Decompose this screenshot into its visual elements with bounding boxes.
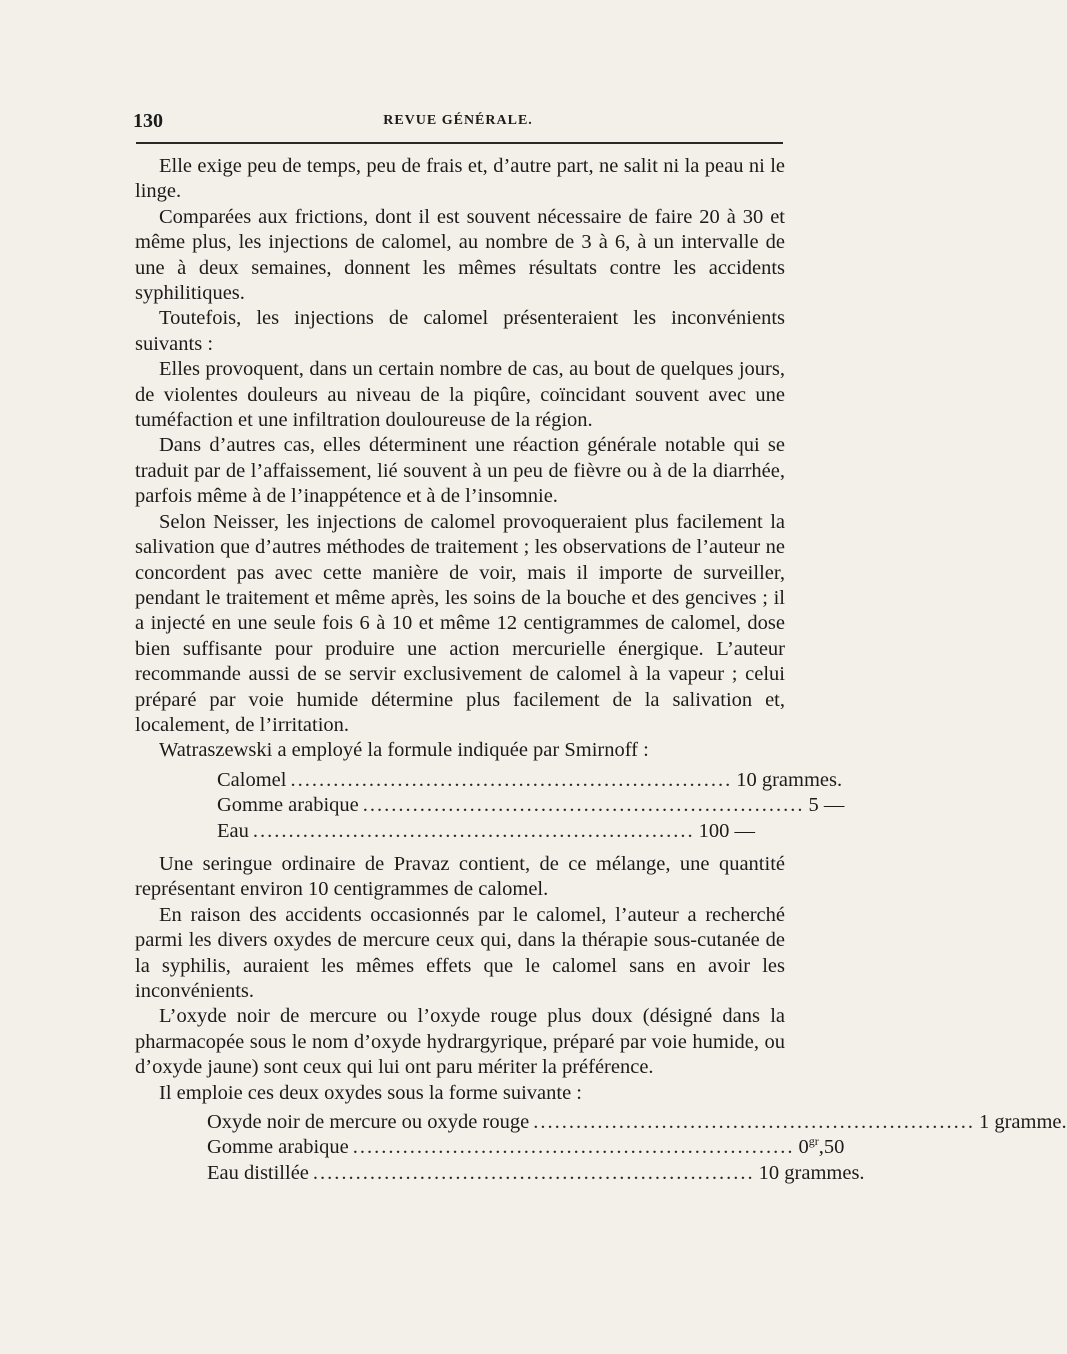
ingredient-name: Gomme arabique — [207, 1136, 349, 1159]
ingredient-quantity: 5 — — [808, 794, 845, 817]
ingredient-quantity: 10 grammes. — [736, 768, 843, 791]
ingredient-name: Eau distillée — [207, 1161, 309, 1184]
formula-row — [207, 1110, 1067, 1135]
dot-leader: .............................................................. — [533, 1110, 975, 1133]
body-text — [135, 154, 1067, 1194]
paragraph: Elles provoquent, dans un certain nombre de cas, au bout de quelques jours, de violentes douleurs au niveau de la piqûre, coïncidant souvent avec une tuméfaction et une infiltration douloureuse de la région. — [135, 358, 785, 432]
formula-row — [217, 793, 845, 818]
formula-row — [207, 1161, 865, 1186]
formula-row — [217, 819, 755, 844]
paragraph: Toutefois, les injections de calomel présenteraient les inconvénients suivants : — [135, 307, 785, 355]
ingredient-name: Calomel — [217, 768, 287, 791]
paragraph: En raison des accidents occasionnés par le calomel, l’auteur a recherché parmi les divers oxydes de mercure ceux qui, dans la thérapie sous-cutanée de la syphilis, auraient les mêmes effets que le calomel sans en avoir les inconvénients. — [135, 903, 785, 1002]
ingredient-name: Oxyde noir de mercure ou oxyde rouge — [207, 1110, 530, 1133]
formula-oxydes — [207, 1110, 1067, 1186]
paragraph: Watraszewski a employé la formule indiquée par Smirnoff : — [159, 739, 649, 762]
paragraph: Elle exige peu de temps, peu de frais et, d’autre part, ne salit ni la peau ni le linge. — [135, 155, 785, 203]
running-title: REVUE GÉNÉRALE. — [383, 113, 533, 128]
formula-row — [217, 768, 843, 793]
paragraph: Comparées aux frictions, dont il est souvent nécessaire de faire 20 à 30 et même plus, les injections de calomel, au nombre de 3 à 6, à un intervalle de une à deux semaines, donnent les mêmes résultats contre les accidents syphilitiques. — [135, 205, 785, 305]
ingredient-name: Gomme arabique — [217, 794, 359, 817]
paragraph: L’oxyde noir de mercure ou l’oxyde rouge plus doux (désigné dans la pharmacopée sous le nom d’oxyde hydrargyrique, préparé par voie humide, ou d’oxyde jaune) sont ceux qui lui ont paru mériter la préférence. — [135, 1005, 785, 1079]
ingredient-name: Eau — [217, 819, 249, 842]
formula-smirnoff — [217, 768, 845, 844]
dot-leader: .............................................................. — [362, 794, 805, 817]
paragraph: Selon Neisser, les injections de calomel provoqueraient plus facilement la salivation que d’autres méthodes de traitement ; les observations de l’auteur ne concordent pas avec cette manière de voir, mais il importe de surveiller, pendant le traitement et même après, les soins de la bouche et des gencives ; il a injecté en une seule fois 6 à 10 et même 12 centigrammes de calomel, dose bien suffisante pour produire une action mercurielle énergique. L’auteur recommande aussi de se servir exclusivement de calomel à la vapeur ; celui préparé par voie humide détermine plus facilement de la salivation et, localement, de l’irritation. — [135, 510, 785, 736]
ingredient-quantity: 1 gramme. — [978, 1110, 1067, 1133]
page-number: 130 — [133, 110, 163, 132]
dot-leader: .............................................................. — [290, 768, 733, 791]
formula-row — [207, 1134, 845, 1160]
header-rule — [136, 142, 783, 144]
ingredient-quantity: 100 — — [698, 819, 755, 842]
dot-leader: .............................................................. — [252, 819, 695, 842]
paragraph: Une seringue ordinaire de Pravaz contient, de ce mélange, une quantité représentant environ 10 centigrammes de calomel. — [135, 852, 785, 901]
ingredient-quantity: $0^{gr},50$ — [798, 1134, 845, 1159]
paragraph: Il emploie ces deux oxydes sous la forme suivante : — [159, 1081, 582, 1104]
page-header — [133, 110, 783, 134]
paragraph: Dans d’autres cas, elles déterminent une réaction générale notable qui se traduit par de l’affaissement, lié souvent à un peu de fièvre ou à de la diarrhée, parfois même à de l’inappétence et à de l’insomnie. — [135, 434, 785, 508]
dot-leader: .............................................................. — [312, 1161, 755, 1184]
dot-leader: .............................................................. — [352, 1136, 795, 1159]
ingredient-quantity: 10 grammes. — [758, 1161, 865, 1184]
